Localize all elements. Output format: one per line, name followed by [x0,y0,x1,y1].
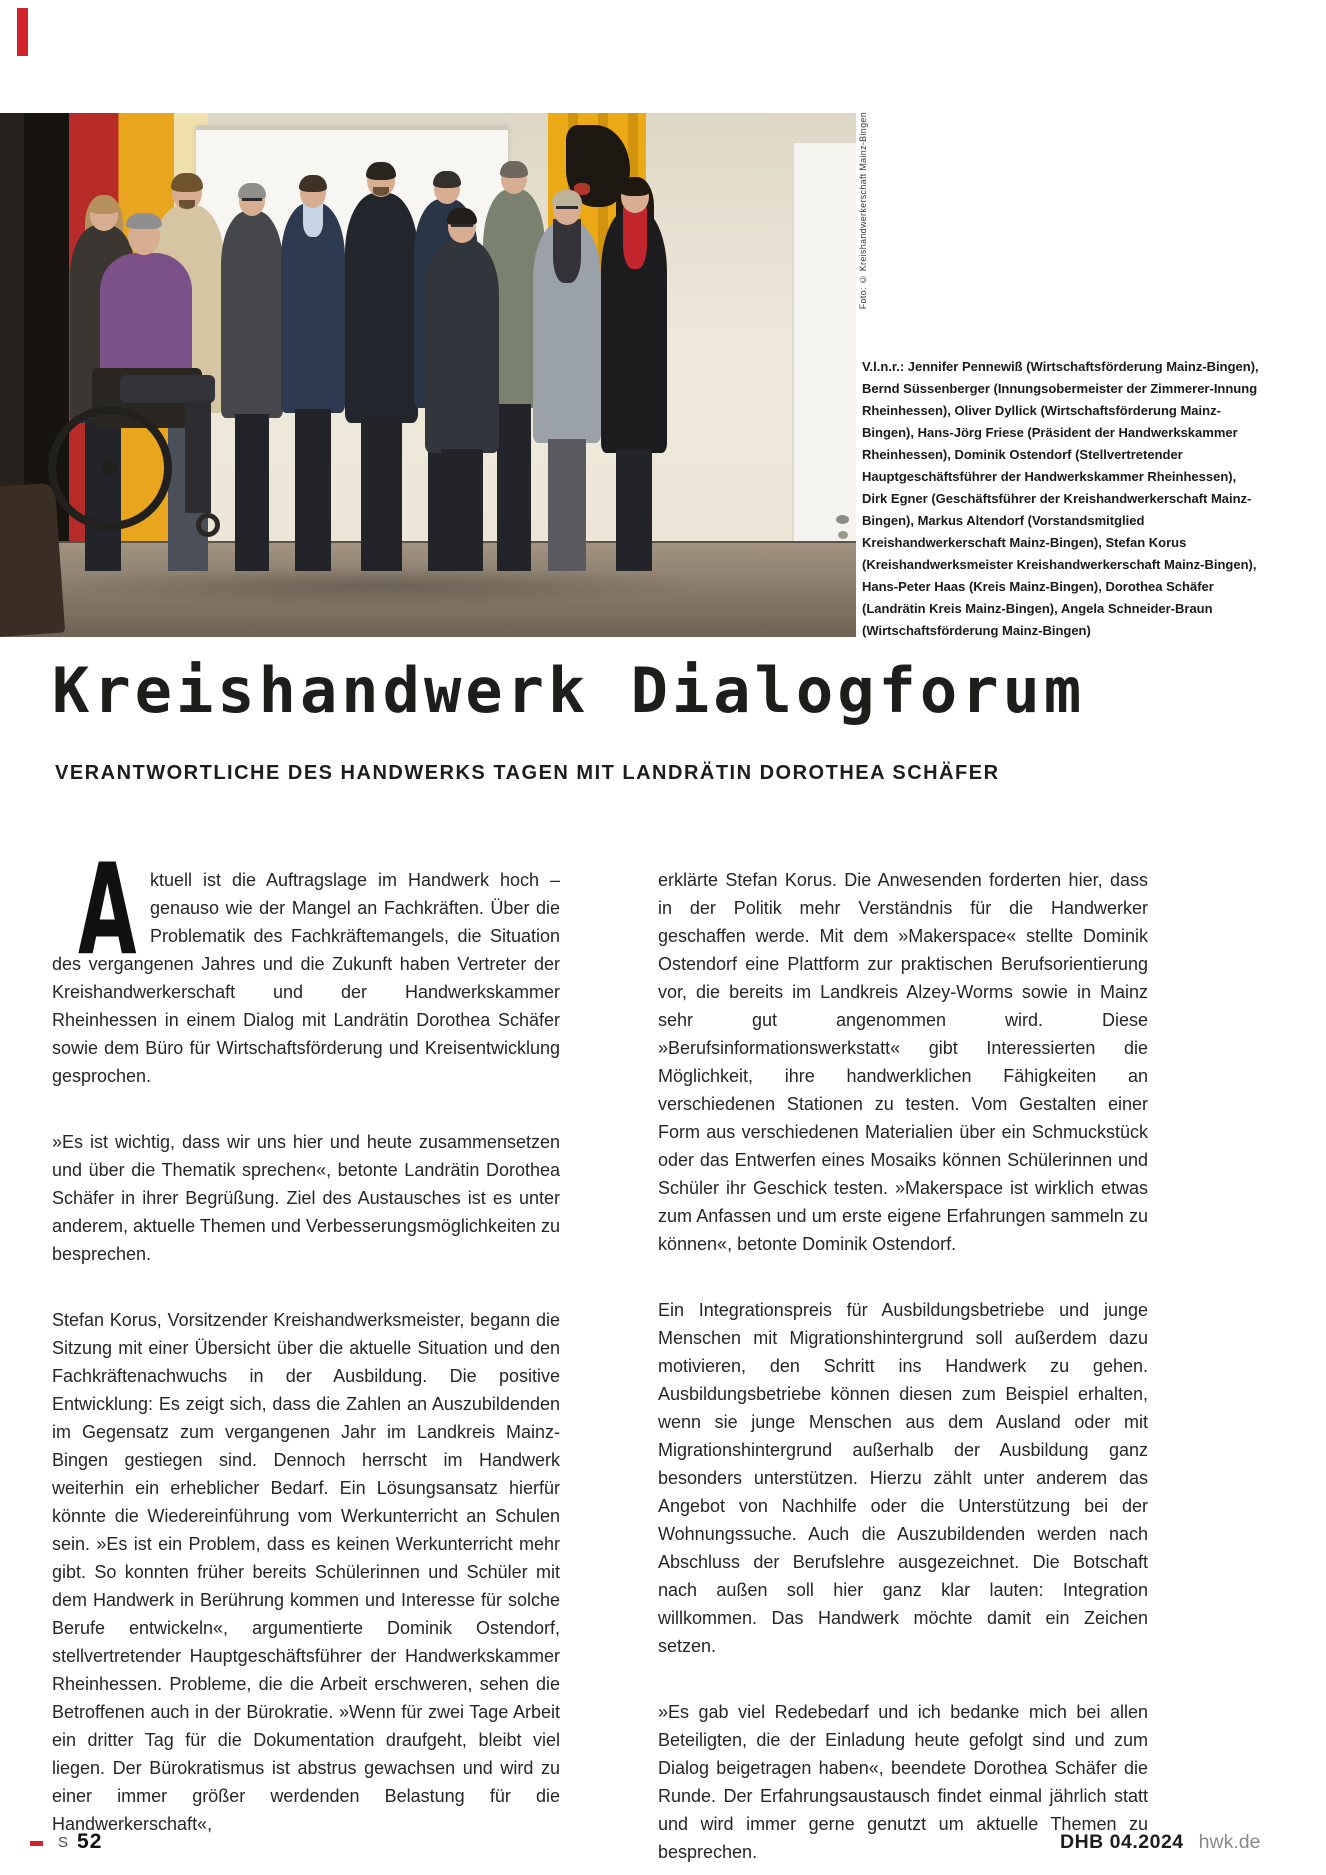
person-figure-part [500,161,528,178]
group-photo [0,113,856,637]
paragraph: »Es ist wichtig, dass wir uns hier und heute zusammensetzen und über die Thematik sprechen«, betonte Landrätin Dorothea Schäfer in ihrer Begrüßung. Ziel des Austausches ist es unter anderem, aktuelle Themen und Verbesserungsmöglichkeiten zu besprechen. [52,1132,560,1264]
paragraph [52,836,560,1090]
person-figure-part [433,171,461,188]
website-link[interactable]: hwk.de [1198,1831,1261,1853]
paragraph: »Es gab viel Redebedarf und ich bedanke mich bei allen Beteiligten, die der Einladung heute gefolgt sind und zum Dialog beigetragen haben«, beendete Dorothea Schäfer die Runde. Der Erfahrungsaustausch findet einmal jährlich statt und wird immer gerne genutzt um aktuelle Themen zu besprechen. [658,1702,1148,1862]
person-figure-part [373,187,389,196]
person-figure-part [497,404,532,571]
person-figure-part [89,196,119,214]
person-figure-part [345,193,418,423]
group-shadow [50,565,710,607]
person-figure-part [299,175,327,192]
paragraph-text: ktuell ist die Auftragslage im Handwerk hoch – genauso wie der Mangel an Fachkräften. Über die Problematik des Fachkräftemangels, die Situation des vergangenen Jahres und die Zukunft haben Vertreter der Kreishandwerkerschaft und der Handwerkskammer Rheinhessen in einem Dialog mit Landrätin Dorothea Schäfer sowie dem Büro für Wirtschaftsförderung und Kreisentwicklung gesprochen. [52,870,560,1086]
person-figure-part [548,439,586,571]
person-figure-part [553,219,581,283]
paragraph: Stefan Korus, Vorsitzender Kreishandwerksmeister, begann die Sitzung mit einer Übersicht über die aktuelle Situation und den Fachkräftenachwuchs in der Ausbildung. Die positive Entwicklung: Es zeigt sich, dass die Zahlen an Auszubildenden im Gegensatz zum vergangenen Jahr im Landkreis Mainz-Bingen gestiegen sind. Dennoch herrscht im Handwerk weiterhin ein erheblicher Bedarf. Ein Lösungsansatz hierfür könnte die Wiedereinführung vom Werkunterricht an Schulen sein. »Es ist ein Problem, dass es keinen Werkunterricht mehr gibt. So konnten früher bereits Schülerinnen und Schüler mit dem Handwerk in Berührung kommen und Interesse für solche Berufe entwickeln«, argumentierte Dominik Ostendorf, stellvertretender Hauptgeschäftsführer der Handwerkskammer Rheinhessen. Probleme, die die Arbeit erschweren, sehen die Betroffenen auch in der Bürokratie. »Wenn für zwei Tage Arbeit ein dritter Tag für die Dokumentation draufgeht, bleibt viel liegen. Der Bürokratismus ist abstrus gewachsen und wird zu einer immer größer werdenden Belastung für die Handwerkerschaft«, [52,1310,560,1834]
door [792,141,856,561]
person-figure-part [616,449,653,571]
person-figure-part [620,178,650,196]
person-figure-part [102,460,118,476]
page-label: S [58,1833,70,1851]
person-figure-part [242,198,262,201]
footer-page-marker-dash [30,1841,43,1846]
person-figure-part [100,253,192,378]
issue-label: DHB 04.2024 [1060,1831,1184,1853]
paragraph: Ein Integrationspreis für Ausbildungsbetriebe und junge Menschen mit Migrationshintergrund soll außerdem dazu motivieren, den Schritt ins Handwerk zu gehen. Ausbildungsbetriebe können diesen zum Beispiel erhalten, wenn sie junge Menschen aus dem Ausland oder mit Migrationshintergrund außerhalb der Ausbildung ganz besonders unterstützen. Hierzu zählt unter anderem das Angebot von Nachhilfe oder die Unterstützung bei der Wohnungssuche. Auch die Auszubildenden werden nach Abschluss der Berufslehre ausgezeichnet. Die Botschaft nach außen soll hier ganz klar lauten: Integration willkommen. Das Handwerk möchte damit ein Zeichen setzen. [658,1300,1148,1656]
photo-credit: Foto: © Kreishandwerkerschaft Mainz-Bingen [858,112,868,310]
person-figure-part [126,213,162,229]
person-figure-part [451,224,473,227]
paragraph: erklärte Stefan Korus. Die Anwesenden forderten hier, dass in der Politik mehr Verständnis für die Handwerker geschaffen werde. Mit dem »Makerspace« stellte Dominik Ostendorf eine Plattform zur praktischen Berufsorientierung vor, die bereits im Landkreis Alzey-Worms sowie in Mainz sehr gut angenommen wird. Diese »Berufsinformationswerkstatt« gibt Interessierten die Möglichkeit, ihre handwerklichen Fähigkeiten an verschiedenen Stationen zu testen. Vom Gestalten einer Form aus verschiedenen Materialien über ein Schmuckstück oder das Entwerfen eines Mosaiks können Schülerinnen und Schüler ihr Geschick testen. »Makerspace ist wirklich etwas zum Anfassen und um erste eigene Erfahrungen sammeln zu können«, betonte Dominik Ostendorf. [658,870,1148,1254]
person-figure-part [185,401,211,513]
person-figure-part [556,206,578,209]
person-figure-part [366,162,396,180]
person-figure-part [441,449,482,571]
person-figure-part [361,419,402,571]
footer-issue-info [1060,1831,1260,1854]
footer-page-info [30,1830,102,1854]
red-corner-marker [17,8,28,56]
article-subtitle: VERANTWORTLICHE DES HANDWERKS TAGEN MIT LANDRÄTIN DOROTHEA SCHÄFER [55,762,1000,784]
person-figure-part [295,409,331,571]
person-figure-part [221,211,283,418]
photo-caption: V.l.n.r.: Jennifer Pennewiß (Wirtschaftsförderung Mainz-Bingen), Bernd Süssenberger (Innungsobermeister der Zimmerer-Innung Rheinhessen), Oliver Dyllick (Wirtschaftsförderung Mainz-Bingen), Hans-Jörg Friese (Präsident der Handwerkskammer Rheinhessen), Dominik Ostendorf (Stellvertretender Hauptgeschäftsführer der Handwerkskammer Rheinhessen), Dirk Egner (Geschäftsführer der Kreishandwerkerschaft Mainz-Bingen), Markus Altendorf (Vorstandsmitglied Kreishandwerkerschaft Mainz-Bingen), Stefan Korus (Kreishandwerksmeister Kreishandwerkerschaft Mainz-Bingen), Hans-Peter Haas (Kreis Mainz-Bingen), Dorothea Schäfer (Landrätin Kreis Mainz-Bingen), Angela Schneider-Braun (Wirtschaftsförderung Mainz-Bingen) [862,359,1259,638]
text-column-left [52,836,560,1875]
person-figure-part [120,375,215,403]
person-figure-part [623,207,647,269]
person-figure-part [171,173,203,192]
text-column-right [658,866,1148,1875]
wooden-chair [0,483,65,637]
page-number: 52 [77,1830,103,1853]
door-handle [836,515,849,524]
person-figure-part [196,513,220,537]
door-handle [838,531,848,539]
drop-cap: A [78,836,137,983]
person-figure-part [425,239,499,453]
person-figure-part [179,200,195,209]
article-title: Kreishandwerk Dialogforum [52,654,1086,727]
person-figure-part [235,414,270,571]
